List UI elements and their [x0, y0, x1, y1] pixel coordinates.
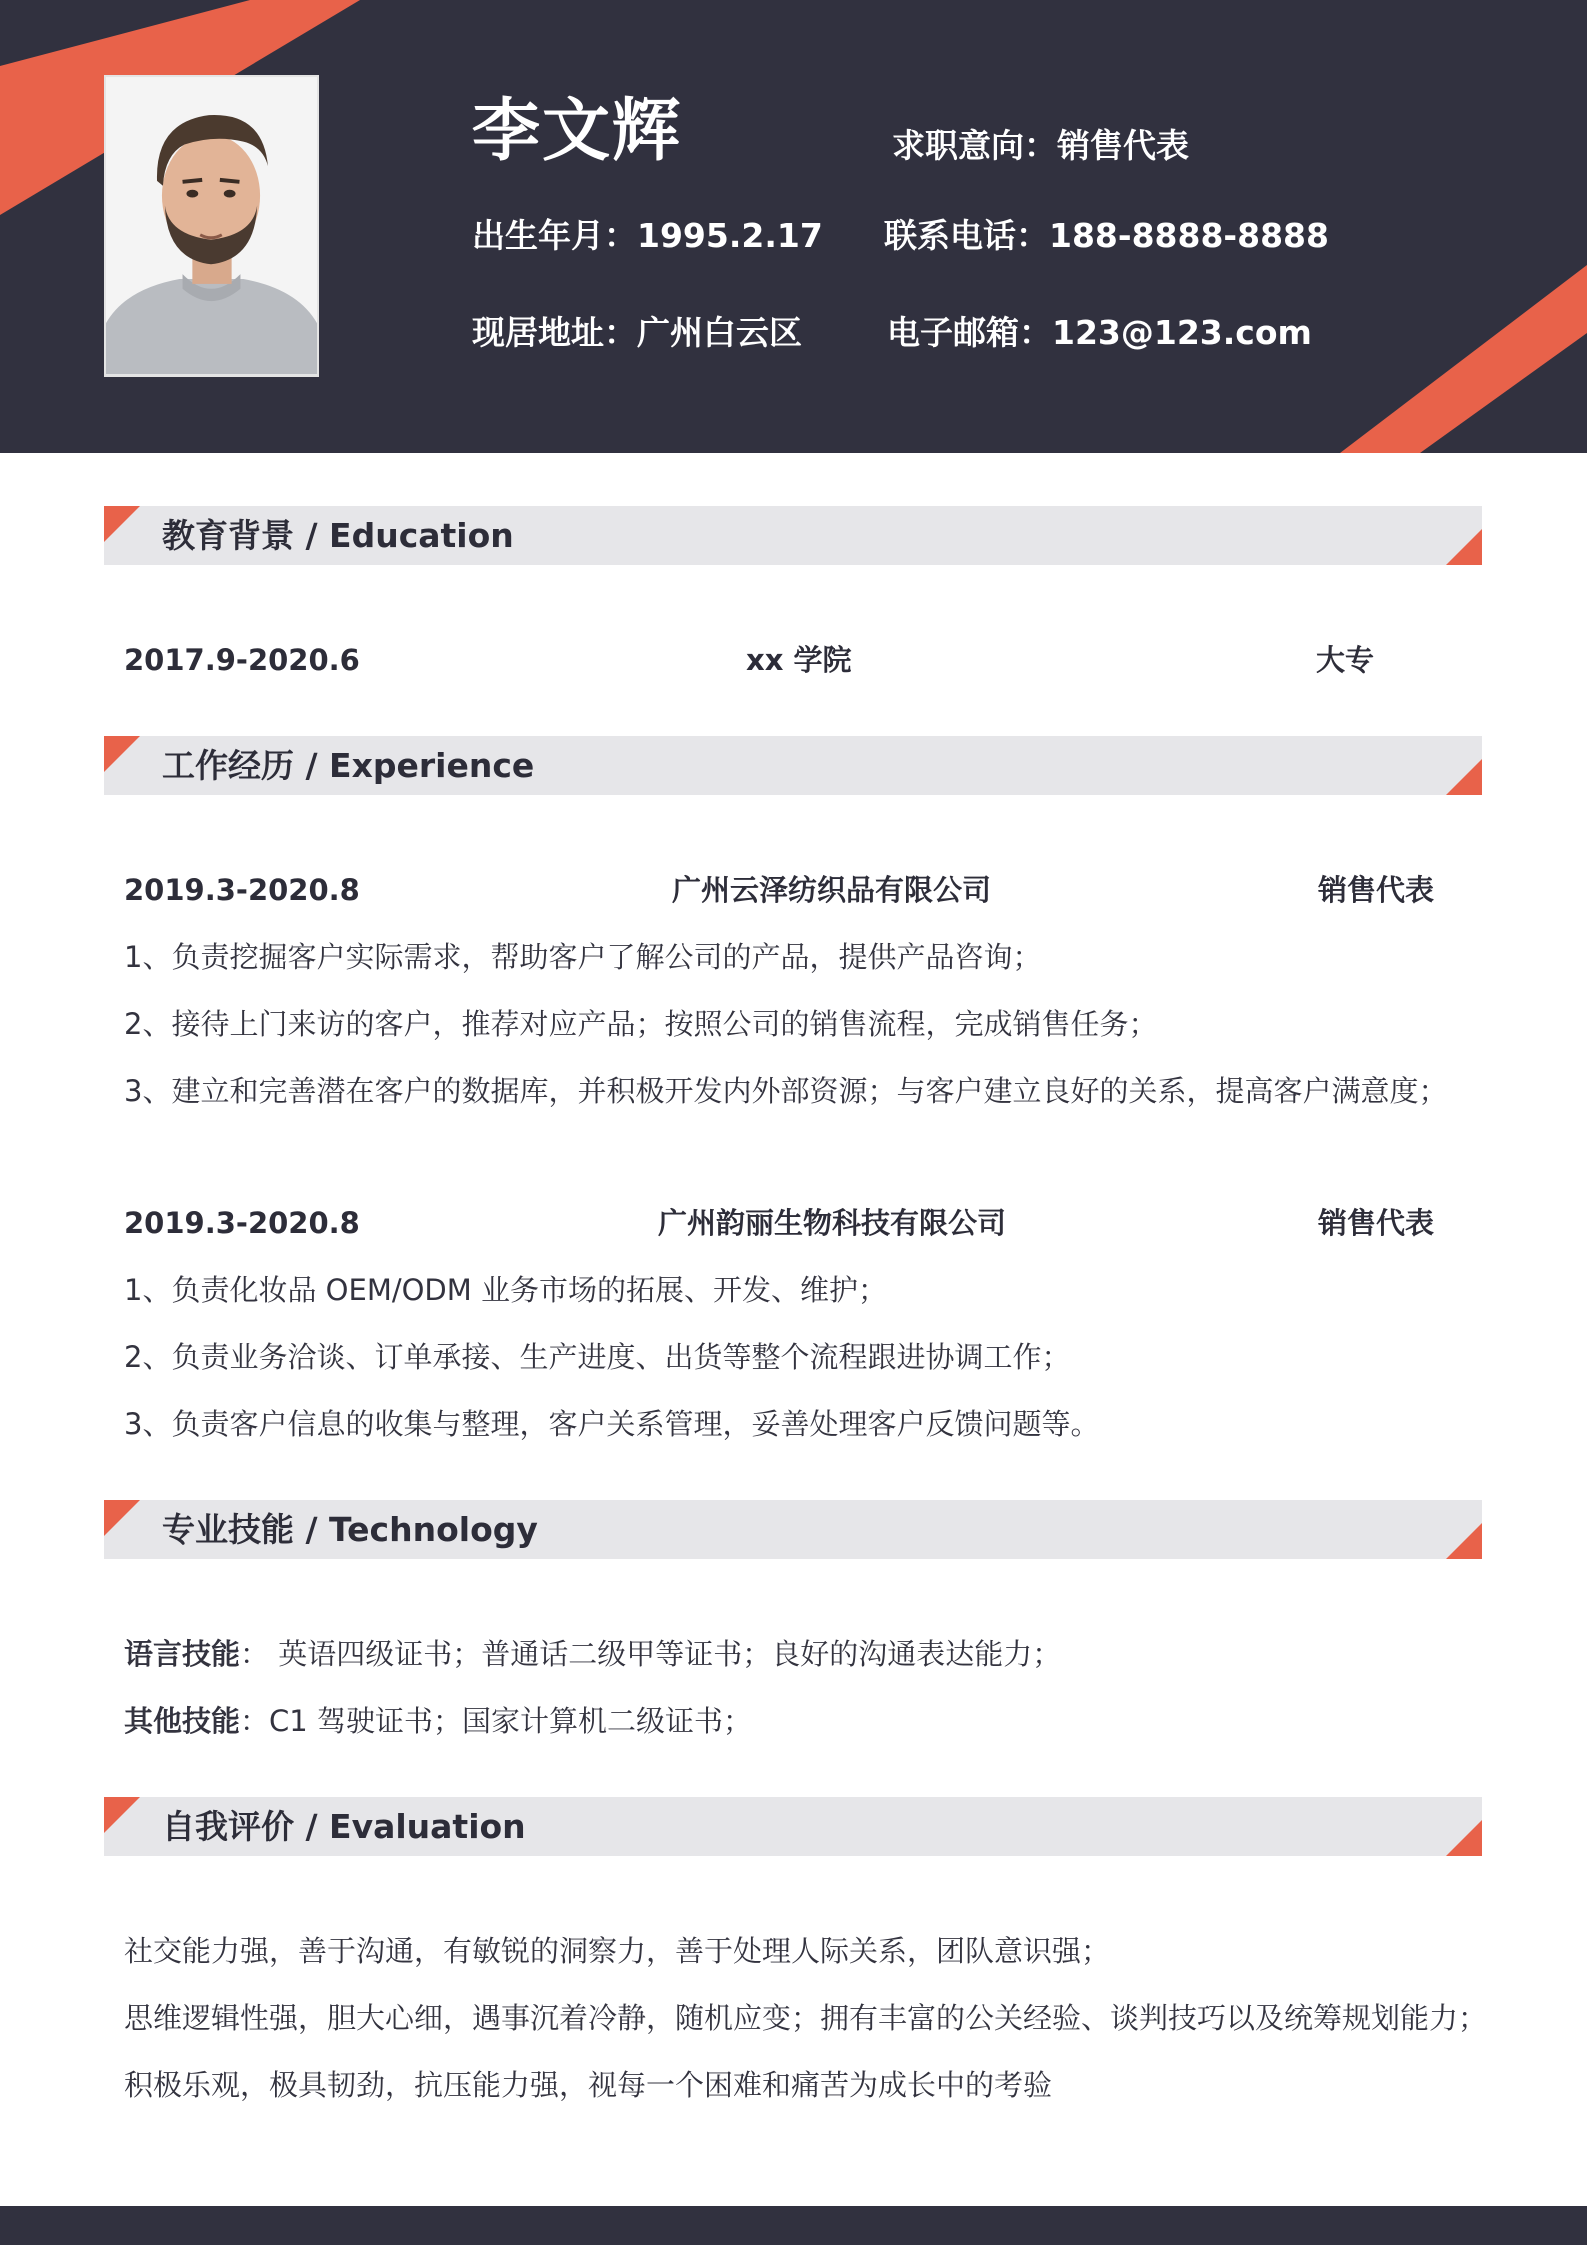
job-duty: 2、负责业务洽谈、订单承接、生产进度、出货等整个流程跟进协调工作；: [124, 1340, 1071, 1374]
job-duty: 1、负责挖掘客户实际需求，帮助客户了解公司的产品，提供产品咨询；: [124, 940, 1042, 974]
birth-date: 出生年月：1995.2.17: [472, 216, 823, 255]
job-role: 销售代表: [1318, 873, 1435, 907]
job-duty: 2、接待上门来访的客户，推荐对应产品；按照公司的销售流程，完成销售任务；: [124, 1007, 1158, 1041]
profile-photo: [104, 75, 319, 377]
job-company: 广州韵丽生物科技有限公司: [658, 1206, 1007, 1240]
section-evaluation: [104, 1797, 1482, 1856]
corner-triangle-icon: [104, 506, 140, 542]
skill-text: C1 驾驶证书；国家计算机二级证书；: [269, 1704, 752, 1738]
evaluation-line: 积极乐观，极具韧劲，抗压能力强，视每一个困难和痛苦为成长中的考验: [124, 2068, 1053, 2102]
corner-triangle-icon: [104, 1797, 140, 1833]
corner-triangle-icon: [1446, 1523, 1482, 1559]
skill-separator: ：: [240, 1704, 270, 1738]
section-skills: [104, 1500, 1482, 1559]
education-degree: 大专: [1316, 643, 1375, 677]
job-company: 广州云泽纺织品有限公司: [672, 873, 992, 907]
skill-label: 语言技能: [124, 1637, 241, 1671]
evaluation-line: 社交能力强，善于沟通，有敏锐的洞察力，善于处理人际关系，团队意识强；: [124, 1934, 1111, 1968]
resume-header: [0, 0, 1587, 453]
section-title: 教育背景 / Education: [162, 516, 514, 555]
accent-stripe-right: [1340, 265, 1587, 453]
job-duty: 1、负责化妆品 OEM/ODM 业务市场的拓展、开发、维护；: [124, 1273, 888, 1307]
skill-line: [124, 1701, 752, 1741]
skill-text: 英语四级证书；普通话二级甲等证书；良好的沟通表达能力；: [269, 1637, 1062, 1671]
job-period: 2019.3-2020.8: [124, 1206, 360, 1240]
person-portrait-icon: [106, 77, 317, 375]
job-duty: 3、建立和完善潜在客户的数据库，并积极开发内外部资源；与客户建立良好的关系，提高客户满意度；: [124, 1074, 1448, 1108]
email: 电子邮箱：123@123.com: [887, 313, 1312, 352]
corner-triangle-icon: [1446, 529, 1482, 565]
address: 现居地址：广州白云区: [472, 313, 802, 352]
job-period: 2019.3-2020.8: [124, 873, 360, 907]
education-school: xx 学院: [746, 643, 852, 677]
job-role: 销售代表: [1318, 1206, 1435, 1240]
phone-number: 联系电话：188-8888-8888: [884, 216, 1329, 255]
section-education: [104, 506, 1482, 565]
skill-line: [124, 1634, 1061, 1674]
skill-separator: ：: [240, 1637, 270, 1671]
skill-label: 其他技能: [124, 1704, 241, 1738]
corner-triangle-icon: [1446, 759, 1482, 795]
job-intent: 求职意向：销售代表: [892, 126, 1189, 165]
corner-triangle-icon: [104, 1500, 140, 1536]
evaluation-line: 思维逻辑性强，胆大心细，遇事沉着冷静，随机应变；拥有丰富的公关经验、谈判技巧以及统筹规划能力；: [124, 2001, 1488, 2035]
section-title: 工作经历 / Experience: [162, 746, 535, 785]
job-duty: 3、负责客户信息的收集与整理，客户关系管理，妥善处理客户反馈问题等。: [124, 1407, 1100, 1441]
section-title: 自我评价 / Evaluation: [162, 1807, 526, 1846]
corner-triangle-icon: [1446, 1820, 1482, 1856]
section-title: 专业技能 / Technology: [162, 1510, 538, 1549]
education-period: 2017.9-2020.6: [124, 643, 360, 677]
section-experience: [104, 736, 1482, 795]
corner-triangle-icon: [104, 736, 140, 772]
applicant-name: 李文辉: [472, 92, 683, 171]
resume-footer: [0, 2206, 1587, 2245]
